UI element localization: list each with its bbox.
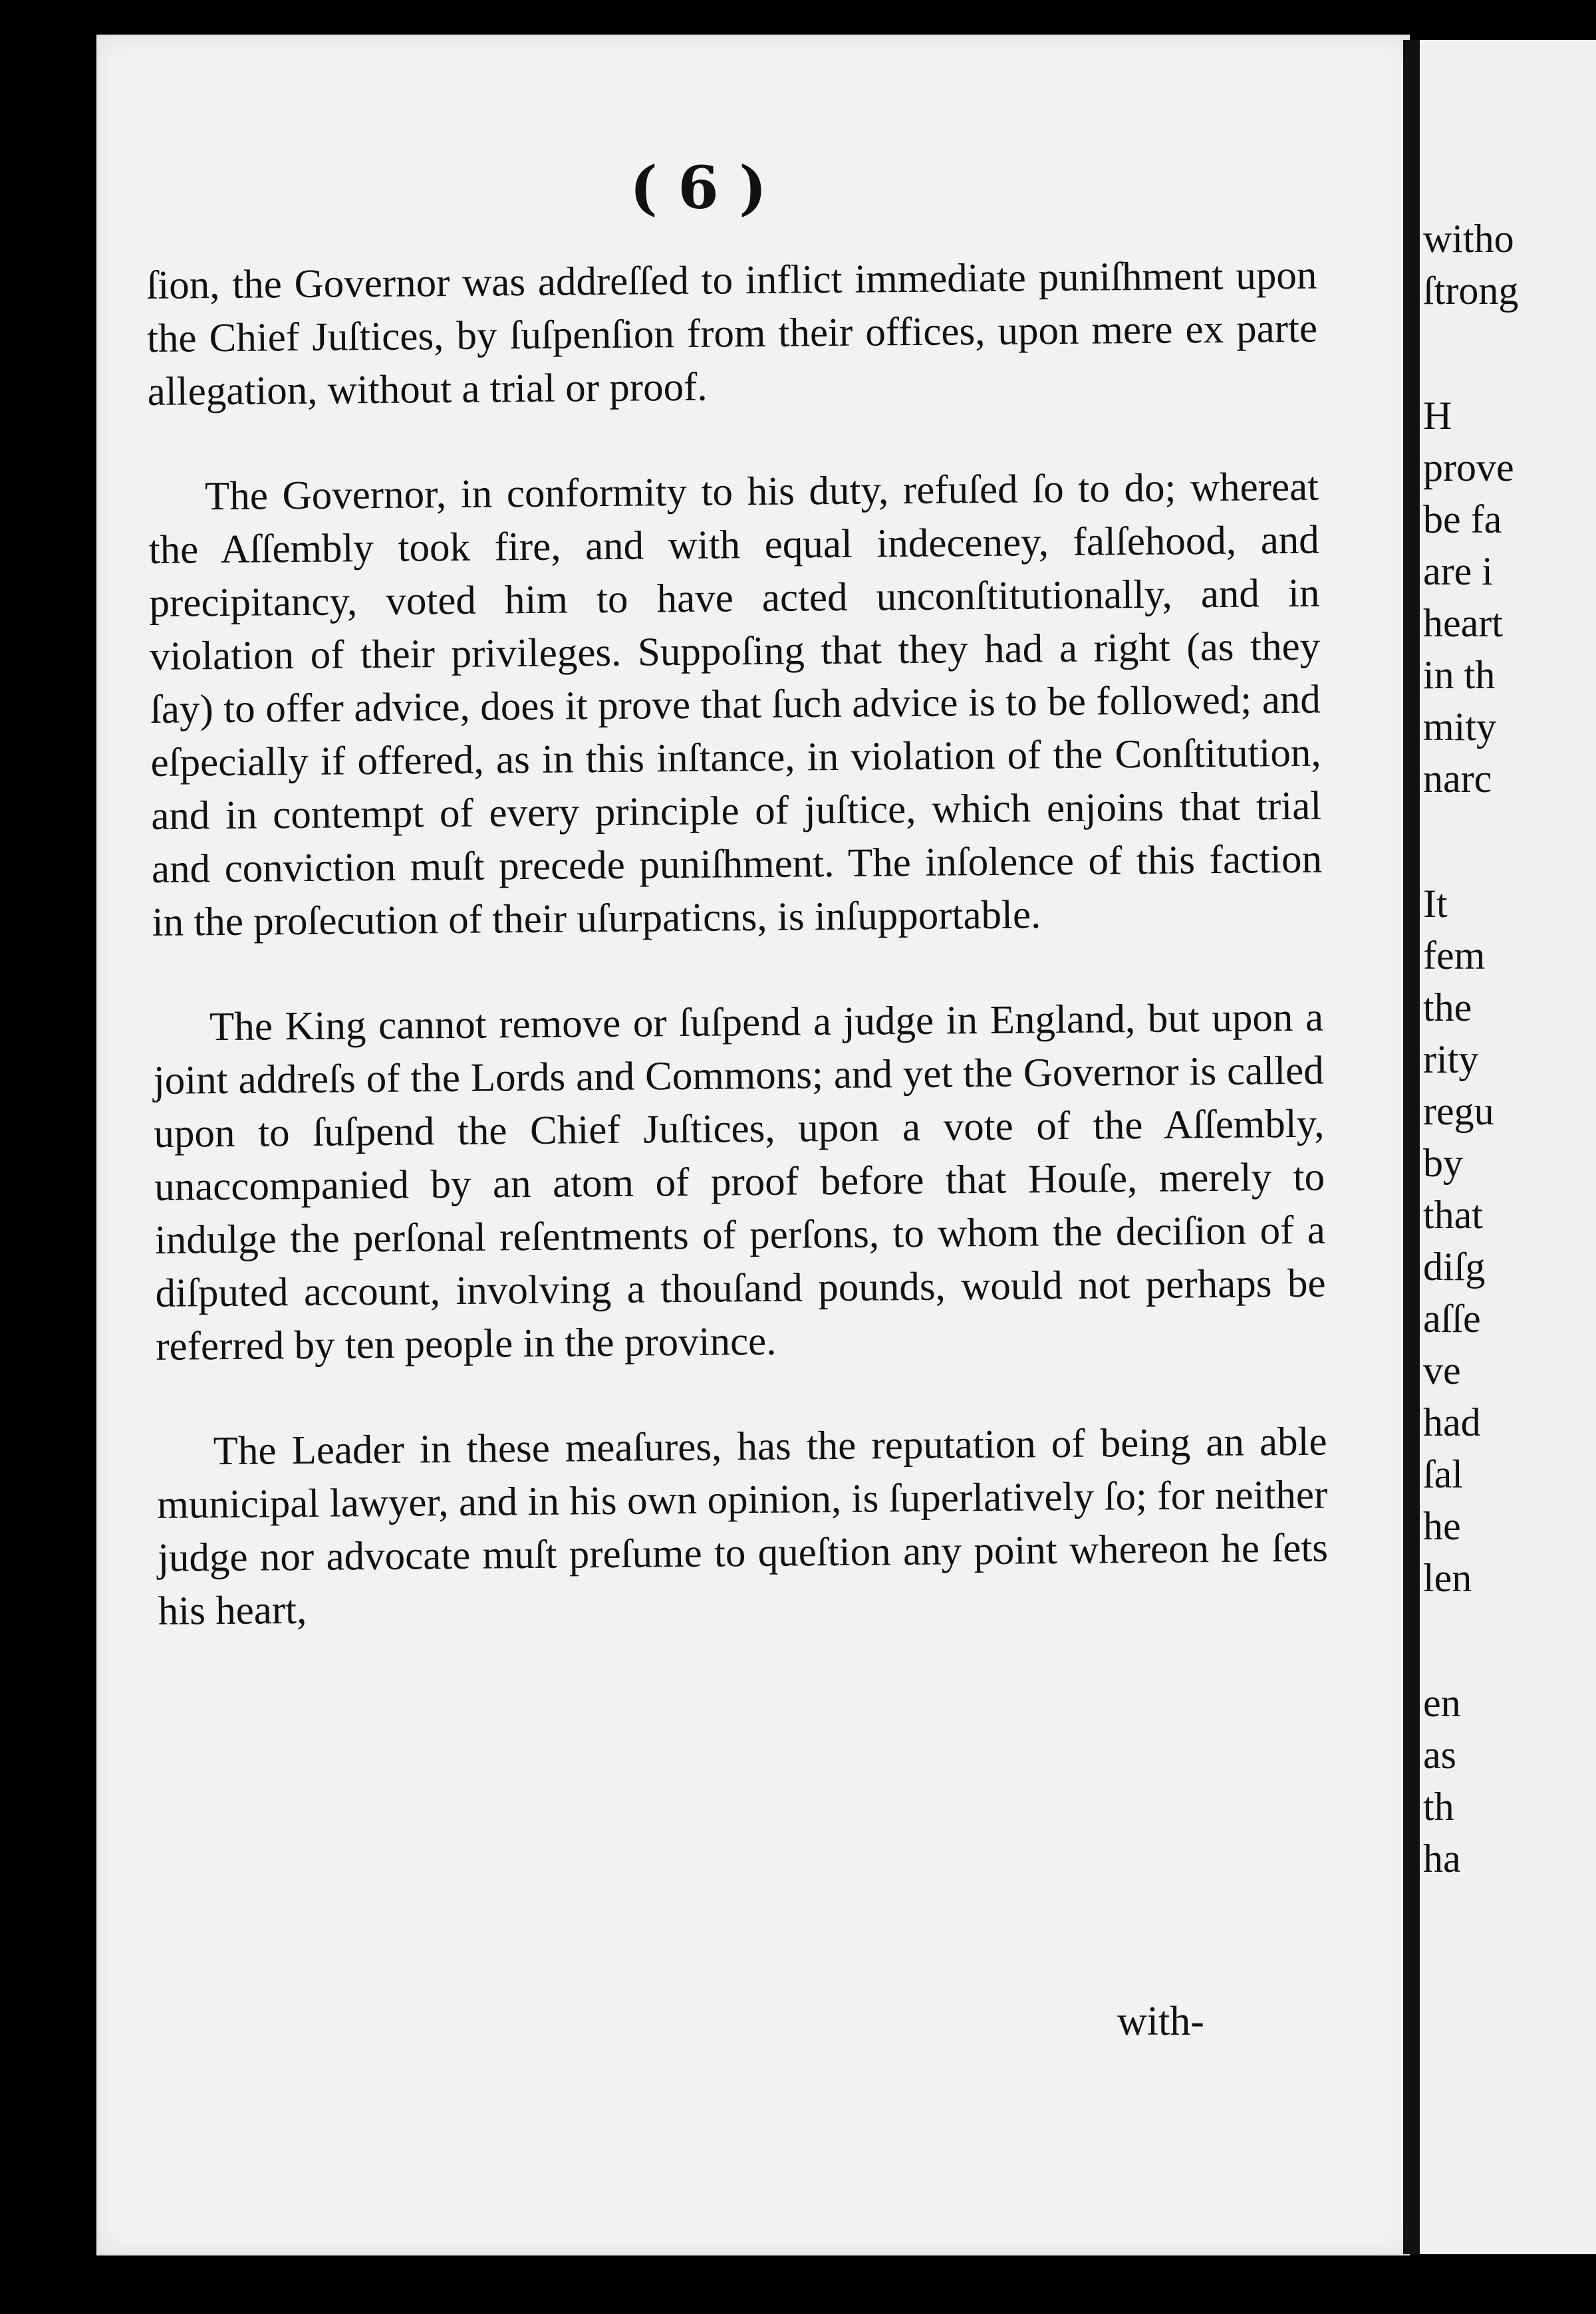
facing-page-line: had xyxy=(1423,1400,1481,1444)
facing-page-line: that xyxy=(1423,1193,1483,1237)
facing-page-line: as xyxy=(1423,1733,1456,1777)
facing-page-text xyxy=(1423,213,1596,1884)
facing-page-line: ve xyxy=(1423,1349,1461,1392)
facing-page-line: diſg xyxy=(1423,1245,1486,1289)
paragraph-king-cannot-remove: The King cannot remove or ſuſpend a judge in England, but upon a joint addreſs of the Lords and Commons; and yet the Governor is called upon to ſuſpend the Chief Juſtices, upon a vote of the Aſſembly, unaccompanied by an atom of proof before that Houſe, merely to indulge the perſonal reſentments of perſons, to whom the deciſion of a diſputed account, involving a thouſand pounds, would not perhaps be referred by ten people in the province. xyxy=(153,995,1326,1369)
facing-page-line: mity xyxy=(1423,705,1497,749)
body-text xyxy=(146,249,1329,1690)
book-gutter xyxy=(1403,40,1422,2254)
facing-page-line: rity xyxy=(1423,1037,1479,1081)
facing-page-line: H xyxy=(1423,394,1452,438)
facing-page-line: aſſe xyxy=(1423,1297,1481,1341)
facing-page-line: witho xyxy=(1423,217,1514,261)
facing-page-line xyxy=(1423,1604,1596,1677)
facing-page-line: narc xyxy=(1423,757,1492,801)
facing-page-line: ſtrong xyxy=(1423,269,1519,313)
facing-page-line: in th xyxy=(1423,653,1496,697)
facing-page-line: ſal xyxy=(1423,1452,1463,1496)
facing-page-line: en xyxy=(1423,1681,1461,1725)
catchword: with- xyxy=(1117,1999,1204,2044)
facing-page-line: are i xyxy=(1423,549,1493,593)
facing-page-line: len xyxy=(1423,1556,1472,1600)
paragraph-governor-refusal: The Governor, in conformity to his duty, refuſed ſo to do; whereat the Aſſembly took fire, and with equal indeceney, falſehood, and precipitancy, voted him to have acted unconſtitutionally, and in violation of their privileges. Suppoſing that they had a right (as they ſay) to offer advice, does it prove that ſuch advice is to be followed; and eſpecially if offered, as in this inſtance, in violation of the Conſtitution, and in contempt of every principle of juſtice, which enjoins that trial and conviction muſt precede puniſhment. The inſolence of this faction in the proſecution of their uſurpaticns, is inſupportable. xyxy=(148,464,1323,945)
facing-page-line xyxy=(1423,805,1596,878)
facing-page-line: heart xyxy=(1423,601,1503,645)
paragraph-continuation: ſion, the Governor was addreſſed to inflict immediate puniſhment upon the Chief Juſtices, by ſuſpenſion from their offices, upon mere ex parte allegation, without a trial or proof. xyxy=(146,253,1318,414)
facing-page-line: regu xyxy=(1423,1089,1494,1133)
facing-page-line: th xyxy=(1423,1785,1454,1829)
facing-page-line: be fa xyxy=(1423,497,1502,541)
facing-page-line: fem xyxy=(1423,934,1486,977)
facing-page-line: he xyxy=(1423,1504,1461,1548)
facing-page-line: by xyxy=(1423,1141,1463,1185)
facing-page-line: the xyxy=(1423,985,1472,1029)
facing-page-line: prove xyxy=(1423,446,1514,489)
page-number: ( 6 ) xyxy=(630,153,767,222)
facing-page-line xyxy=(1423,317,1596,390)
facing-page-line: It xyxy=(1423,882,1448,926)
facing-page-line: ha xyxy=(1423,1837,1461,1880)
paragraph-leader: The Leader in these meaſures, has the reputation of being an able municipal lawyer, and in his own opinion, is ſuperlatively ſo; for neither judge nor advocate muſt preſume to queſtion any point whereon he ſets his heart, xyxy=(157,1419,1329,1634)
